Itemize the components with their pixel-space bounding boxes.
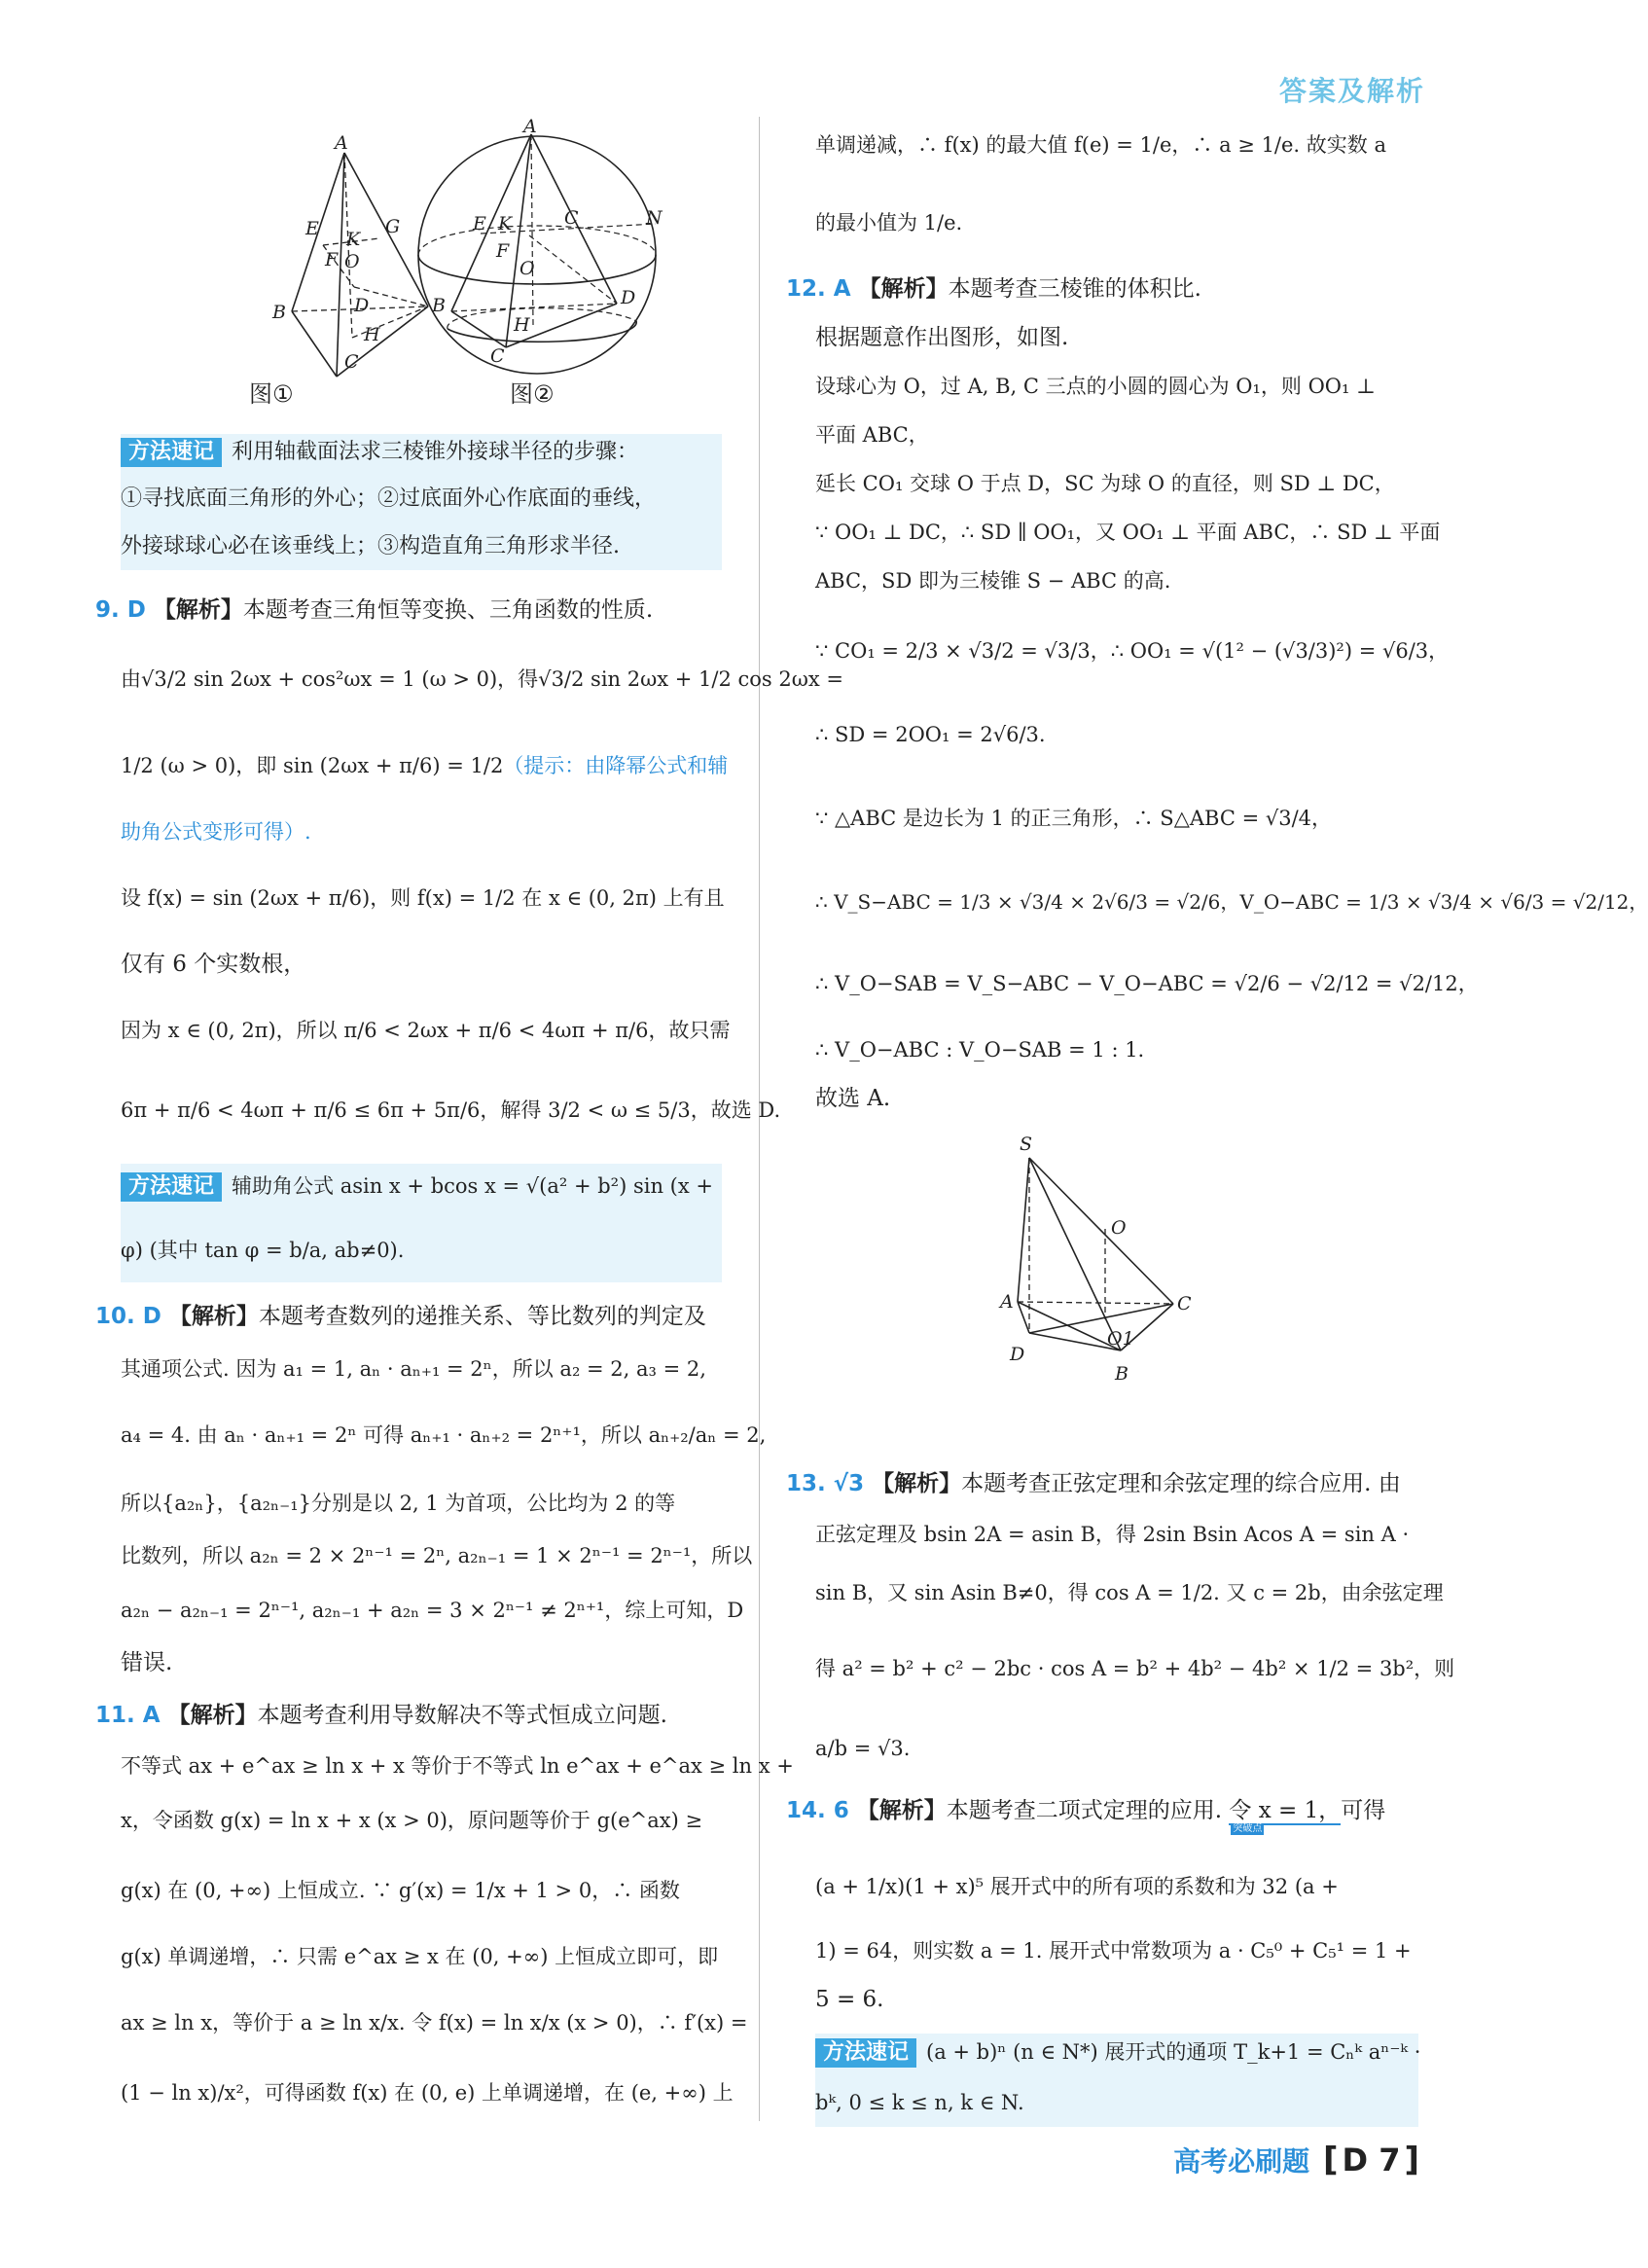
- fig1-label-b: B: [272, 302, 286, 323]
- q9-text-3: 1/2 (ω > 0)，即 sin (2ωx + π/6) = 1/2: [121, 754, 504, 777]
- q9-line-8: 6π + π/6 < 4ωπ + π/6 ≤ 6π + 5π/6，解得 3/2 < ω ≤ 5/3，故选 D.: [121, 1098, 781, 1122]
- tip2-tag: 方法速记: [121, 1172, 222, 1202]
- tip1-text-1: 利用轴截面法求三棱锥外接球半径的步骤：: [232, 440, 639, 464]
- tip1-line-1: [121, 438, 638, 467]
- q12-line-5: 延长 CO₁ 交球 O 于点 D，SC 为球 O 的直径，则 SD ⊥ DC，: [815, 472, 1395, 495]
- fig1-label-a: A: [335, 132, 348, 154]
- q11-line-3: x，令函数 g(x) = ln x + x (x > 0)，原问题等价于 g(e^ax) ≥: [121, 1809, 703, 1832]
- q12-jiexi: 【解析】: [858, 276, 949, 302]
- fig2-label-n: N: [646, 207, 663, 229]
- fig3-label-o: O: [1111, 1217, 1127, 1239]
- q9-line-5: 设 f(x) = sin (2ωx + π/6)，则 f(x) = 1/2 在 x ∈ (0, 2π) 上有且: [121, 886, 725, 910]
- q9-line-2: 由√3/2 sin 2ωx + cos²ωx = 1 (ω > 0)，得√3/2 sin 2ωx + 1/2 cos 2ωx =: [121, 667, 843, 691]
- tip1-line-2: ①寻找底面三角形的外心；②过底面外心作底面的垂线，: [121, 486, 657, 511]
- q11-text-1: 本题考查利用导数解决不等式恒成立问题.: [257, 1703, 667, 1728]
- fig2-label-c: C: [490, 345, 505, 367]
- q9-hint-1: （提示：由降幂公式和辅: [503, 754, 729, 777]
- q14-badge: 突破点: [1233, 1823, 1263, 1834]
- fig1-label-h: H: [364, 324, 380, 345]
- figure-2-sphere: [412, 116, 665, 374]
- fig2-label-e: E: [473, 213, 486, 234]
- q14-line-2: (a + 1/x)(1 + x)⁵ 展开式中的所有项的系数和为 32 (a +: [815, 1875, 1339, 1898]
- fig1-label-o: O: [344, 251, 360, 272]
- figure-2-caption: 图②: [510, 380, 555, 408]
- q12-number: 12. A: [786, 276, 851, 302]
- fig2-label-o: O: [519, 258, 535, 279]
- q12-line-7: ABC，SD 即为三棱锥 S − ABC 的高.: [815, 569, 1171, 593]
- q10-number: 10. D: [95, 1304, 161, 1329]
- q12-line-6: ∵ OO₁ ⊥ DC，∴ SD ∥ OO₁，又 OO₁ ⊥ 平面 ABC，∴ SD ⊥ 平面: [815, 521, 1441, 544]
- q14-line-1: [786, 1796, 1386, 1834]
- q10-line-2: 其通项公式. 因为 a₁ = 1, aₙ · aₙ₊₁ = 2ⁿ，所以 a₂ = 2, a₃ = 2,: [121, 1357, 706, 1381]
- q12-line-13: ∴ V_O−ABC : V_O−SAB = 1 : 1.: [815, 1038, 1145, 1062]
- q11-line-2: 不等式 ax + e^ax ≥ ln x + x 等价于不等式 ln e^ax + e^ax ≥ ln x +: [121, 1754, 794, 1778]
- fig1-label-f: F: [325, 249, 339, 270]
- q12-line-10: ∵ △ABC 是边长为 1 的正三角形，∴ S△ABC = √3/4，: [815, 807, 1333, 830]
- fig1-label-g: G: [385, 216, 401, 237]
- figure-1-caption: 图①: [249, 380, 294, 408]
- tip2-line-2: φ) (其中 tan φ = b/a, ab≠0).: [121, 1239, 405, 1262]
- tip2-text-1: 辅助角公式 asin x + bcos x = √(a² + b²) sin (x +: [232, 1174, 713, 1198]
- fig2-label-c-top: C: [564, 207, 579, 229]
- tip3-line-1: [815, 2037, 1420, 2068]
- tip2-line-1: [121, 1171, 713, 1202]
- q13-line-1: [786, 1469, 1401, 1498]
- q14-jiexi: 【解析】: [856, 1798, 947, 1823]
- q13-number: 13. √3: [786, 1471, 865, 1496]
- figure-1-labels-bottom: [325, 321, 403, 379]
- q13-text-1: 本题考查正弦定理和余弦定理的综合应用. 由: [961, 1471, 1401, 1496]
- q12-line-9: ∴ SD = 2OO₁ = 2√6/3.: [815, 723, 1046, 746]
- q10-jiexi: 【解析】: [168, 1304, 259, 1329]
- fig3-label-b: B: [1115, 1363, 1129, 1385]
- fig3-label-d: D: [1010, 1344, 1025, 1365]
- tip1-line-3: 外接球球心必在该垂线上；③构造直角三角形求半径.: [121, 534, 620, 558]
- q10-text-1: 本题考查数列的递推关系、等比数列的判定及: [258, 1304, 706, 1329]
- q10-line-4: 所以{a₂ₙ}，{a₂ₙ₋₁}分别是以 2, 1 为首项，公比均为 2 的等: [121, 1492, 676, 1515]
- q12-text-1: 本题考查三棱锥的体积比.: [948, 276, 1201, 302]
- fig2-label-b: B: [432, 295, 446, 316]
- header-title: 答案及解析: [1278, 75, 1425, 107]
- q14-text-1c: 可得: [1341, 1798, 1386, 1823]
- q12-line-1: [786, 274, 1201, 304]
- fig1-label-c: C: [344, 351, 359, 373]
- q11-cont-line-2: 的最小值为 1/e.: [815, 211, 963, 234]
- q11-line-6: ax ≥ ln x，等价于 a ≥ ln x/x. 令 f(x) = ln x/x (x > 0)，∴ f′(x) =: [121, 2011, 748, 2034]
- q12-line-3: 设球心为 O，过 A, B, C 三点的小圆的圆心为 O₁，则 OO₁ ⊥: [815, 375, 1376, 398]
- fig2-label-d: D: [621, 287, 636, 308]
- q13-line-3: sin B，又 sin Asin B≠0，得 cos A = 1/2. 又 c = 2b，由余弦定理: [815, 1581, 1444, 1604]
- q11-line-5: g(x) 单调递增，∴ 只需 e^ax ≥ x 在 (0, +∞) 上恒成立即可，即: [121, 1945, 719, 1968]
- q13-line-4: 得 a² = b² + c² − 2bc · cos A = b² + 4b² − 4b² × 1/2 = 3b²，则: [815, 1657, 1455, 1680]
- q11-cont-line-1: 单调递减，∴ f(x) 的最大值 f(e) = 1/e，∴ a ≥ 1/e. 故实数 a: [815, 133, 1386, 157]
- fig3-label-a: A: [1000, 1291, 1014, 1313]
- q12-line-8: ∵ CO₁ = 2/3 × √3/2 = √3/3，∴ OO₁ = √(1² − (√3/3)²) = √6/3，: [815, 639, 1450, 663]
- fig3-label-s: S: [1020, 1134, 1033, 1155]
- q10-line-7: 错误.: [121, 1650, 173, 1675]
- q14-line-4: 5 = 6.: [815, 1987, 884, 2012]
- q12-line-11: ∴ V_S−ABC = 1/3 × √3/4 × 2√6/3 = √2/6，V_O−ABC = 1/3 × √3/4 × √6/3 = √2/12，: [815, 890, 1648, 914]
- q12-line-2: 根据题意作出图形，如图.: [815, 325, 1069, 350]
- q14-text-1a: 本题考查二项式定理的应用.: [946, 1798, 1230, 1823]
- tip3-tag: 方法速记: [815, 2038, 916, 2068]
- fig1-label-e: E: [305, 218, 319, 239]
- q9-number: 9. D: [95, 597, 146, 623]
- q11-line-7: (1 − ln x)/x²，可得函数 f(x) 在 (0, e) 上单调递增，在 (e, +∞) 上: [121, 2081, 734, 2105]
- figure-3-pyramid: [1000, 1129, 1195, 1391]
- q12-line-14: 故选 A.: [815, 1086, 891, 1111]
- q11-line-4: g(x) 在 (0, +∞) 上恒成立. ∵ g′(x) = 1/x + 1 > 0，∴ 函数: [121, 1879, 680, 1902]
- q14-text-1b: 令 x = 1，: [1229, 1798, 1342, 1823]
- q11-jiexi: 【解析】: [167, 1703, 258, 1728]
- q10-line-3: a₄ = 4. 由 aₙ · aₙ₊₁ = 2ⁿ 可得 aₙ₊₁ · aₙ₊₂ = 2ⁿ⁺¹，所以 aₙ₊₂/aₙ = 2,: [121, 1423, 767, 1447]
- q14-breakthrough: [1229, 1798, 1342, 1834]
- q13-line-2: 正弦定理及 bsin 2A = asin B，得 2sin Bsin Acos A = sin A ·: [815, 1523, 1410, 1546]
- fig2-label-h: H: [514, 314, 530, 336]
- q10-line-5: 比数列，所以 a₂ₙ = 2 × 2ⁿ⁻¹ = 2ⁿ, a₂ₙ₋₁ = 1 × 2ⁿ⁻¹ = 2ⁿ⁻¹，所以: [121, 1544, 753, 1567]
- fig2-label-f: F: [496, 240, 510, 262]
- fig2-label-k: K: [498, 213, 513, 234]
- tip1-tag: 方法速记: [121, 438, 222, 467]
- tip3-text-1: (a + b)ⁿ (n ∈ N*) 展开式的通项 T_k+1 = Cₙᵏ aⁿ⁻ᵏ ·: [926, 2040, 1421, 2064]
- q13-jiexi: 【解析】: [872, 1471, 962, 1496]
- page-number: D 7: [1342, 2142, 1401, 2178]
- q11-line-1: [95, 1701, 667, 1730]
- q12-line-4: 平面 ABC，: [815, 423, 929, 447]
- q13-line-5: a/b = √3.: [815, 1737, 911, 1760]
- q12-line-12: ∴ V_O−SAB = V_S−ABC − V_O−ABC = √2/6 − √2/12 = √2/12，: [815, 972, 1479, 995]
- tip3-line-2: bᵏ, 0 ≤ k ≤ n, k ∈ N.: [815, 2091, 1024, 2114]
- q9-line-7: 因为 x ∈ (0, 2π)，所以 π/6 < 2ωx + π/6 < 4ωπ + π/6，故只需: [121, 1019, 731, 1042]
- fig1-label-k: K: [346, 229, 361, 250]
- q9-line-6: 仅有 6 个实数根，: [121, 952, 306, 977]
- q9-line-1: [95, 595, 653, 625]
- footer: 高考必刷题 [ D 7 ]: [1173, 2141, 1419, 2179]
- q11-number: 11. A: [95, 1703, 161, 1728]
- q9-hint-2: 助角公式变形可得）.: [121, 820, 311, 844]
- fig3-label-c: C: [1177, 1293, 1192, 1314]
- fig2-label-a: A: [523, 116, 537, 137]
- q9-line-3: [121, 751, 728, 780]
- q9-jiexi: 【解析】: [153, 597, 243, 623]
- footer-title: 高考必刷题: [1173, 2145, 1310, 2178]
- q10-line-6: a₂ₙ − a₂ₙ₋₁ = 2ⁿ⁻¹, a₂ₙ₋₁ + a₂ₙ = 3 × 2ⁿ⁻¹ ≠ 2ⁿ⁺¹，综上可知，D: [121, 1599, 744, 1622]
- q14-line-3: 1) = 64，则实数 a = 1. 展开式中常数项为 a · C₅⁰ + C₅¹ = 1 +: [815, 1939, 1412, 1962]
- q9-text-1: 本题考查三角恒等变换、三角函数的性质.: [242, 597, 654, 623]
- fig3-label-o1: O1: [1107, 1328, 1134, 1350]
- fig1-label-d: D: [354, 295, 370, 316]
- q14-number: 14. 6: [786, 1798, 849, 1823]
- q10-line-1: [95, 1302, 706, 1331]
